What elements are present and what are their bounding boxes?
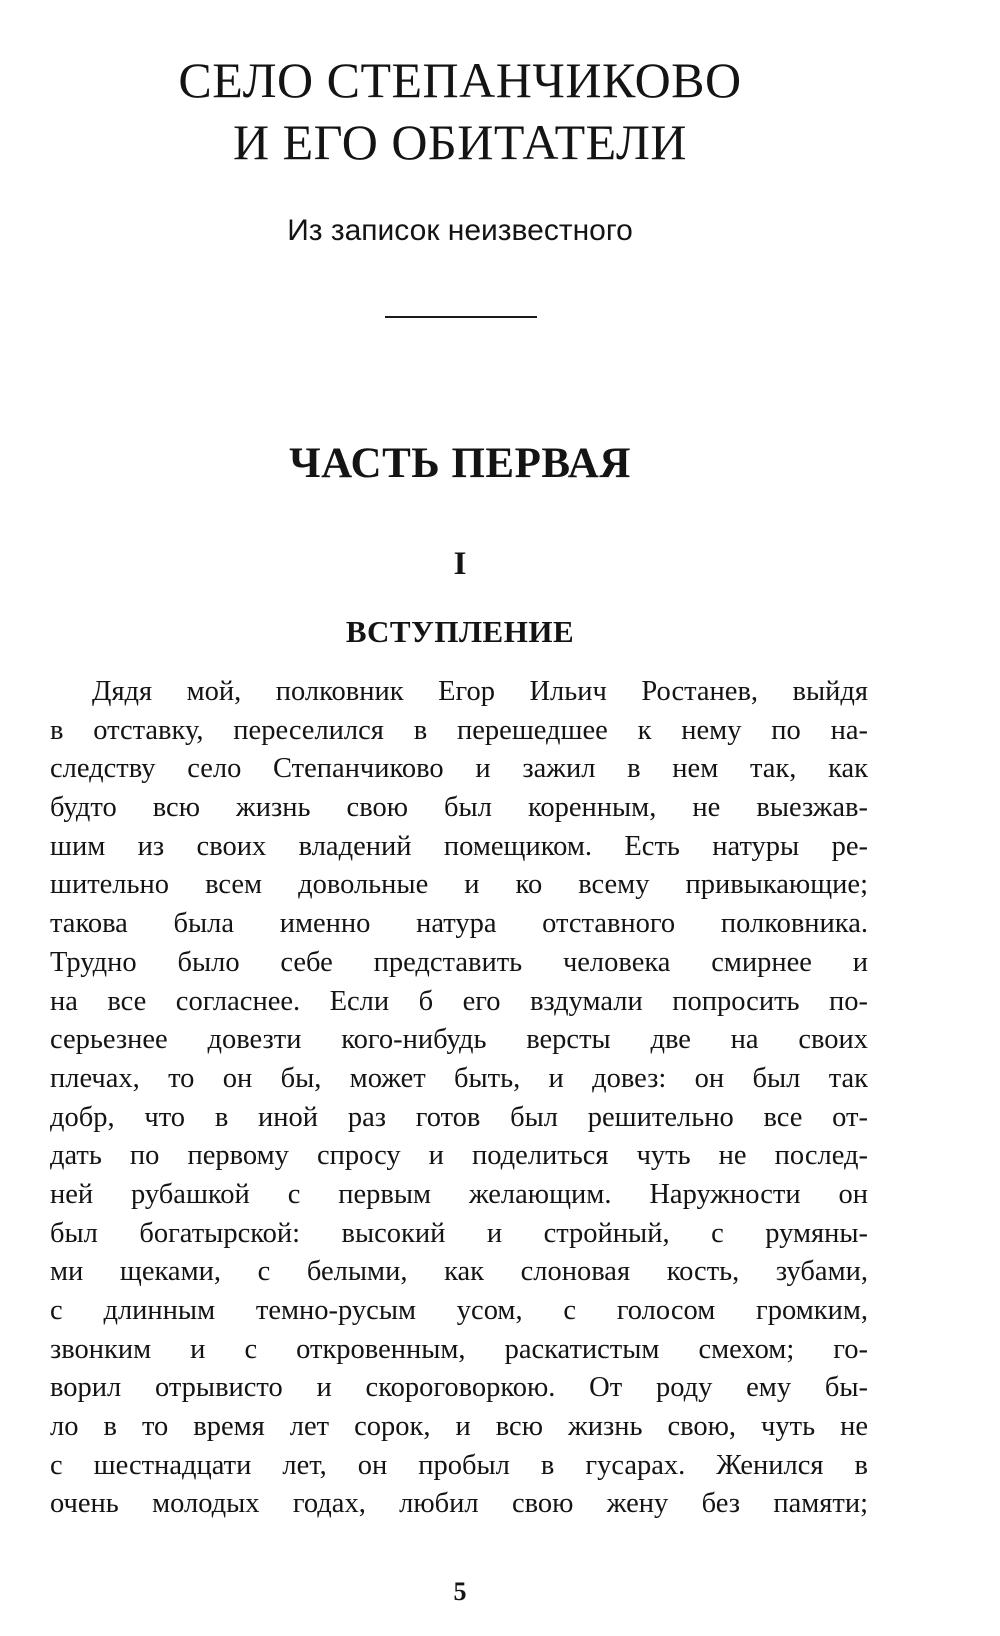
text-line: в отставку, переселился в перешедшее к нему по на- bbox=[50, 714, 868, 746]
book-subtitle: Из записок неизвестного bbox=[287, 214, 633, 247]
book-title-line-1: СЕЛО СТЕПАНЧИКОВО bbox=[178, 52, 742, 108]
page-number: 5 bbox=[453, 1577, 467, 1606]
body-text bbox=[50, 673, 868, 1524]
text-line: шим из своих владений помещиком. Есть натуры ре- bbox=[50, 830, 868, 862]
text-line: будто всю жизнь свою был коренным, не выезжав- bbox=[50, 792, 868, 824]
text-line: с шестнадцати лет, он пробыл в гусарах. Женился в bbox=[50, 1449, 868, 1481]
text-line: ло в то время лет сорок, и всю жизнь свою, чуть не bbox=[50, 1411, 868, 1443]
text-line: такова была именно натура отставного полковника. bbox=[50, 908, 868, 940]
text-line: следству село Степанчиково и зажил в нем так, как bbox=[50, 753, 868, 785]
chapter-title: ВСТУПЛЕНИЕ bbox=[345, 614, 575, 649]
part-title: ЧАСТЬ ПЕРВАЯ bbox=[289, 440, 631, 487]
book-title-line-2: И ЕГО ОБИТАТЕЛИ bbox=[232, 114, 688, 170]
text-line: Трудно было себе представить человека смирнее и bbox=[50, 946, 868, 978]
text-line: ней рубашкой с первым желающим. Наружности он bbox=[50, 1178, 868, 1210]
text-line: очень молодых годах, любил свою жену без памяти; bbox=[50, 1488, 868, 1520]
text-line: серьезнее довезти кого-нибудь версты две на своих bbox=[50, 1024, 868, 1056]
text-line: Дядя мой, полковник Егор Ильич Ростанев, выйдя bbox=[92, 676, 868, 707]
text-line: был богатырской: высокий и стройный, с румяны- bbox=[50, 1217, 868, 1249]
text-line: ми щеками, с белыми, как слоновая кость, зубами, bbox=[50, 1256, 868, 1288]
text-line: дать по первому спросу и поделиться чуть не послед- bbox=[50, 1140, 868, 1172]
text-line: шительно всем довольные и ко всему привыкающие; bbox=[50, 869, 868, 901]
section-divider bbox=[385, 316, 537, 318]
text-line: плечах, то он бы, может быть, и довез: он был так bbox=[50, 1062, 868, 1094]
text-line: добр, что в иной раз готов был решительно все от- bbox=[50, 1101, 868, 1133]
text-line: ворил отрывисто и скороговоркою. От роду ему бы- bbox=[50, 1372, 868, 1404]
text-line: с длинным темно-русым усом, с голосом громким, bbox=[50, 1295, 868, 1326]
chapter-number: I bbox=[453, 546, 467, 582]
text-line: звонким и с откровенным, раскатистым смехом; го- bbox=[50, 1333, 868, 1365]
text-line: на все согласнее. Если б его вздумали попросить по- bbox=[50, 985, 868, 1017]
